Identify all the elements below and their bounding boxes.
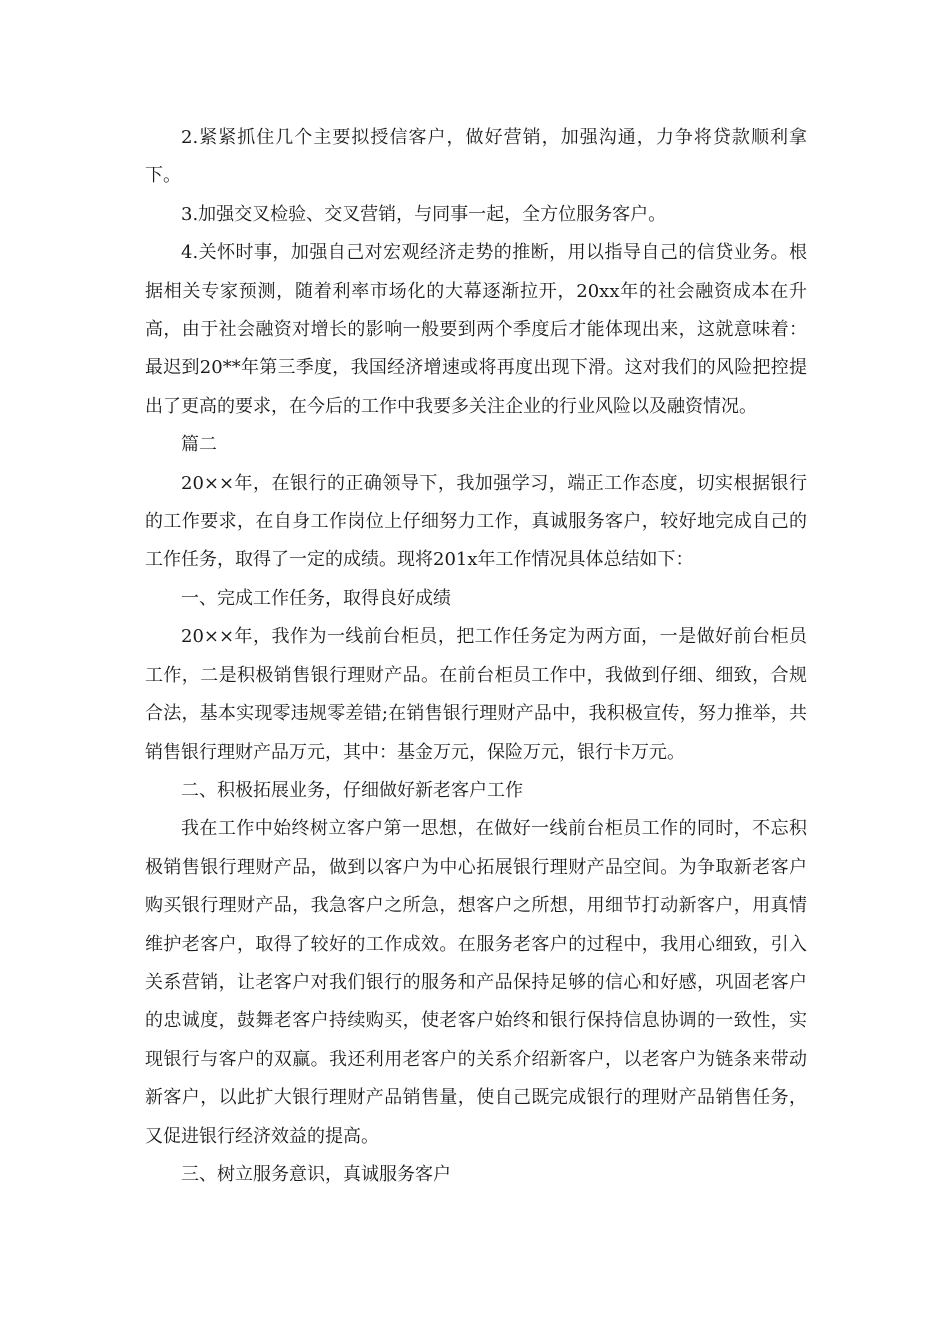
paragraph-item-3: 3.加强交叉检验、交叉营销，与同事一起，全方位服务客户。 — [181, 203, 667, 225]
paragraph-item-4: 4.关怀时事，加强自己对宏观经济走势的推断，用以指导自己的信贷业务。根据相关专家预测，随着利率市场化的大幕逐渐拉开，20xx年的社会融资成本在升高，由于社会融资对增长的影响一般要到两个季度后才能体现出来，这就意味着：最迟到20**年第三季度，我国经济增速或将再度出现下滑。这对我们的风险把控提出了更高的要求，在今后的工作中我要多关注企业的行业风险以及融资情况。 — [145, 242, 807, 417]
section-heading-part-two: 篇二 — [181, 434, 217, 456]
section-one-paragraph: 20××年，我作为一线前台柜员，把工作任务定为两方面，一是做好前台柜员工作，二是积极销售银行理财产品。在前台柜员工作中，我做到仔细、细致，合规合法，基本实现零违规零差错;在销售银行理财产品中，我积极宣传，努力推举，共销售银行理财产品万元，其中：基金万元，保险万元，银行卡万元。 — [145, 626, 807, 763]
document-body — [145, 119, 807, 1194]
summary-intro-paragraph: 20××年，在银行的正确领导下，我加强学习，端正工作态度，切实根据银行的工作要求，在自身工作岗位上仔细努力工作，真诚服务客户，较好地完成自己的工作任务，取得了一定的成绩。现将201x年工作情况具体总结如下： — [145, 472, 807, 571]
section-heading-three: 三、树立服务意识，真诚服务客户 — [181, 1163, 451, 1185]
section-two-paragraph: 我在工作中始终树立客户第一思想，在做好一线前台柜员工作的同时，不忘积极销售银行理财产品，做到以客户为中心拓展银行理财产品空间。为争取新老客户购买银行理财产品，我急客户之所急，想客户之所想，用细节打动新客户，用真情维护老客户，取得了较好的工作成效。在服务老客户的过程中，我用心细致，引入关系营销，让老客户对我们银行的服务和产品保持足够的信心和好感，巩固老客户的忠诚度，鼓舞老客户持续购买，使老客户始终和银行保持信息协调的一致性，实现银行与客户的双赢。我还利用老客户的关系介绍新客户，以老客户为链条来带动新客户，以此扩大银行理财产品销售量，使自己既完成银行的理财产品销售任务，又促进银行经济效益的提高。 — [145, 818, 807, 1147]
section-heading-one: 一、完成工作任务，取得良好成绩 — [181, 587, 451, 609]
section-heading-two: 二、积极拓展业务，仔细做好新老客户工作 — [181, 779, 523, 801]
paragraph-item-2: 2.紧紧抓住几个主要拟授信客户，做好营销，加强沟通，力争将贷款顺利拿下。 — [145, 127, 807, 187]
